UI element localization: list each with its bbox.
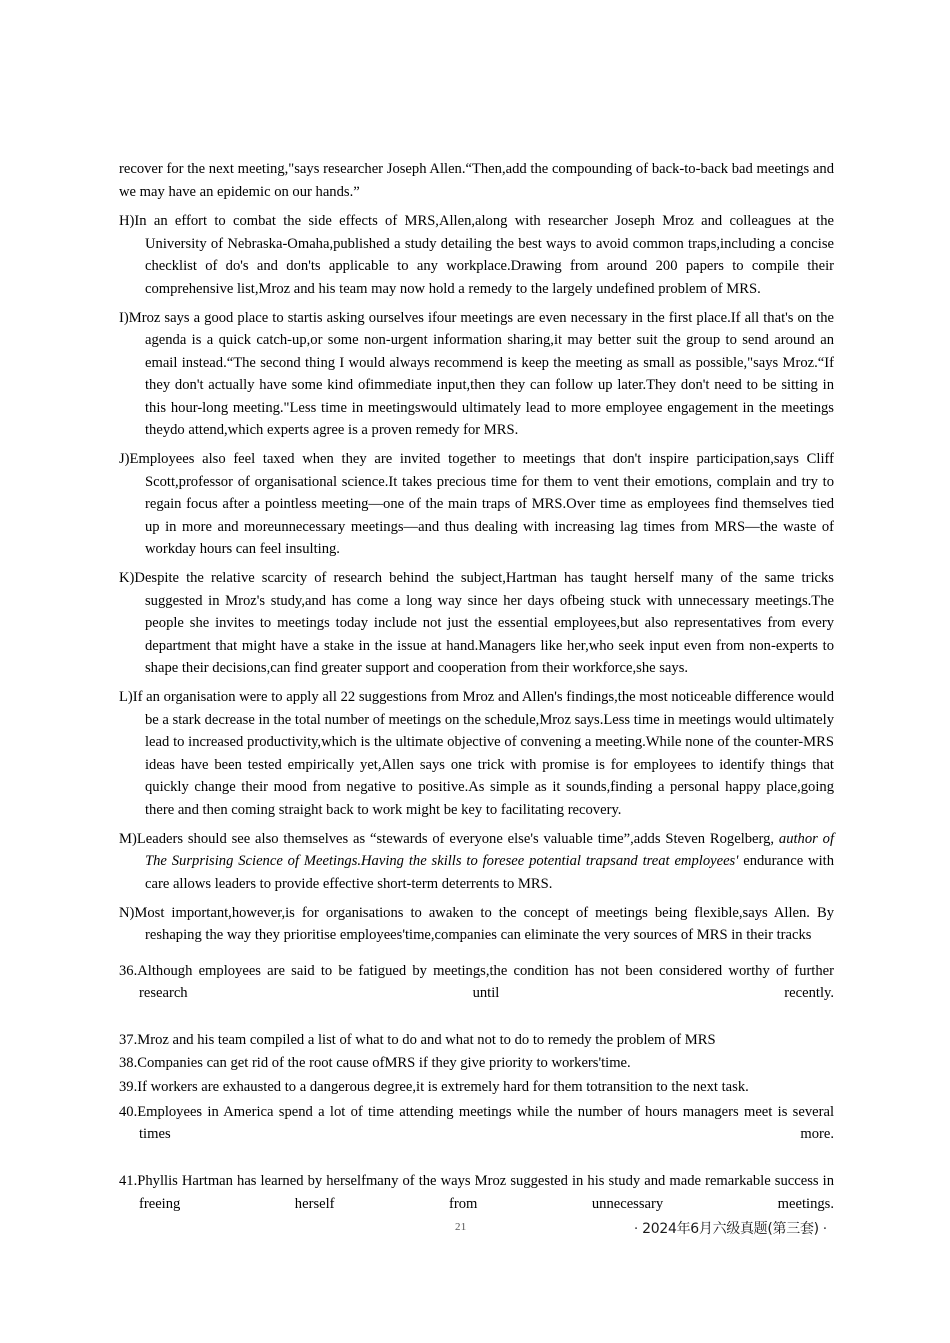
paragraph-text-h: In an effort to combat the side effects of MRS,Allen,along with researcher Joseph Mroz and colleagues at the University of Nebraska-Omaha,published a study detailing the best ways to avoid common traps,including a concise checklist of do's and don'ts applicable to any workplace.Drawing from around 200 papers to compile their comprehensive list,Mroz and his team may now hold a remedy to the largely undefined problem of MRS. (134, 213, 834, 297)
paragraph-text-k: Despite the relative scarcity of research behind the subject,Hartman has taught herself many of the same tricks suggested in Mroz's study,and has come a long way since her days ofbeing stuck with unnecessary meetings.The people she invites to meetings today include not just the essential employees,but also representatives from every department that might have a stake in the issue at hand.Managers like her,who seek input even from non-experts to shape their decisions,can find greater support and cooperation from their workforce,she says. (134, 570, 834, 676)
passage-paragraph-n (119, 902, 834, 947)
paragraph-text-m-italic: author of The Surprising Science of Meetings.Having the skills to foresee potential trapsand treat employees' (145, 830, 834, 869)
question-item-36 (119, 960, 834, 1028)
passage-paragraph-m (119, 828, 834, 896)
passage-paragraph-j (119, 448, 834, 561)
paragraph-label-j: J) (119, 451, 130, 467)
paragraph-text-i: Mroz says a good place to startis asking ourselves ifour meetings are even necessary in the first place.If all that's on the agenda is a quick catch-up,or some non-urgent information sharing,it may better suit the group to send around an email instead.“The second thing I would always recommend is keep the meeting as small as possible,"says Mroz.“If they don't actually have some kind ofimmediate input,then they can follow up later.They don't need to be sitting in this hour-long meeting."Less time in meetingswould ultimately lead to more employee engagement in the meetings theydo attend,which experts agree is a proven remedy for MRS. (128, 309, 834, 438)
continuation-paragraph: recover for the next meeting,"says researcher Joseph Allen.“Then,add the compounding of back-to-back bad meetings and we may have an epidemic on our hands.” (119, 161, 834, 200)
footer-metadata (630, 1218, 831, 1238)
question-number-40: 40. (119, 1103, 138, 1120)
question-number-39: 39. (119, 1079, 138, 1095)
paragraph-text-l: If an organisation were to apply all 22 suggestions from Mroz and Allen's findings,the most noticeable difference would be a stark decrease in the total number of meetings on the schedule,Mroz says.Less time in meetings would ultimately lead to increased productivity,which is the ultimate objective of convening a meeting.While none of the counter-MRS ideas have been tested empirically yet,Allen says one trick with promise is for employees to identify things that quickly change their mood from negative to positive.As simple as it sounds,finding a personal happy place,going there and then coming straight back to work might be key to facilitating recovery. (132, 689, 834, 818)
question-text-40: Employees in America spend a lot of time attending meetings while the number of hours managers meet is several times more. (137, 1103, 834, 1142)
footer-dot-right: · (822, 1222, 827, 1237)
question-text-37: Mroz and his team compiled a list of what to do and what not to do to remedy the problem of MRS (137, 1032, 716, 1048)
question-number-37: 37. (119, 1032, 138, 1048)
paragraph-text-n: Most important,however,is for organisations to awaken to the concept of meetings being flexible,says Allen. By reshaping the way they prioritise employees'time,companies can eliminate the very sources of MRS in their tracks (134, 904, 834, 943)
question-item-37 (119, 1029, 834, 1052)
footer-dot-left: · (634, 1222, 639, 1237)
question-text-38: Companies can get rid of the root cause ofMRS if they give priority to workers'time. (137, 1054, 631, 1071)
passage-paragraph-l (119, 686, 834, 821)
passage-paragraph-i (119, 307, 834, 442)
page-footer (0, 1218, 950, 1248)
paragraph-text-m-after: endurance with care allows leaders to provide effective short-term deterrents to MRS. (145, 853, 834, 892)
question-text-36: Although employees are said to be fatigued by meetings,the condition has not been considered worthy of further research until recently. (137, 962, 834, 1001)
question-item-40 (119, 1101, 834, 1169)
paragraph-label-k: K) (119, 570, 135, 586)
paragraph-label-i: I) (119, 309, 129, 326)
paragraph-label-h: H) (119, 213, 135, 229)
question-item-39 (119, 1076, 834, 1099)
paragraph-text-j: Employees also feel taxed when they are invited together to meetings that don't inspire participation,says Cliff Scott,professor of organisational science.It takes precious time for them to vent their emotions, complain and try to regain focus after a pointless meeting—one of the main traps of MRS.Over time as employees find themselves tied up in more and moreunnecessary meetings—and thus dealing with increasing lag times from MRS—the waste of workday hours can feel insulting. (129, 451, 834, 557)
paragraph-label-n: N) (119, 904, 135, 921)
passage-paragraph-k (119, 567, 834, 680)
question-text-39: If workers are exhausted to a dangerous degree,it is extremely hard for them totransition to the next task. (137, 1079, 749, 1095)
paragraph-text-m-before: Leaders should see also themselves as “stewards of everyone else's valuable time”,adds Steven Rogelberg, (136, 830, 779, 847)
footer-exam-label: 2024年6月六级真题(第三套) (642, 1221, 819, 1237)
page-number: 21 (455, 1221, 467, 1233)
question-item-38 (119, 1052, 834, 1075)
paragraph-label-m: M) (119, 830, 137, 847)
question-list (119, 960, 834, 1238)
page-content (119, 158, 834, 1240)
paragraph-label-l: L) (119, 689, 133, 705)
question-number-41: 41. (119, 1173, 138, 1189)
question-text-41: Phyllis Hartman has learned by herselfmany of the ways Mroz suggested in his study and made remarkable success in freeing herself from unnecessary meetings. (137, 1173, 834, 1212)
question-number-38: 38. (119, 1054, 138, 1071)
question-number-36: 36. (119, 962, 138, 979)
passage-paragraph-h (119, 210, 834, 300)
